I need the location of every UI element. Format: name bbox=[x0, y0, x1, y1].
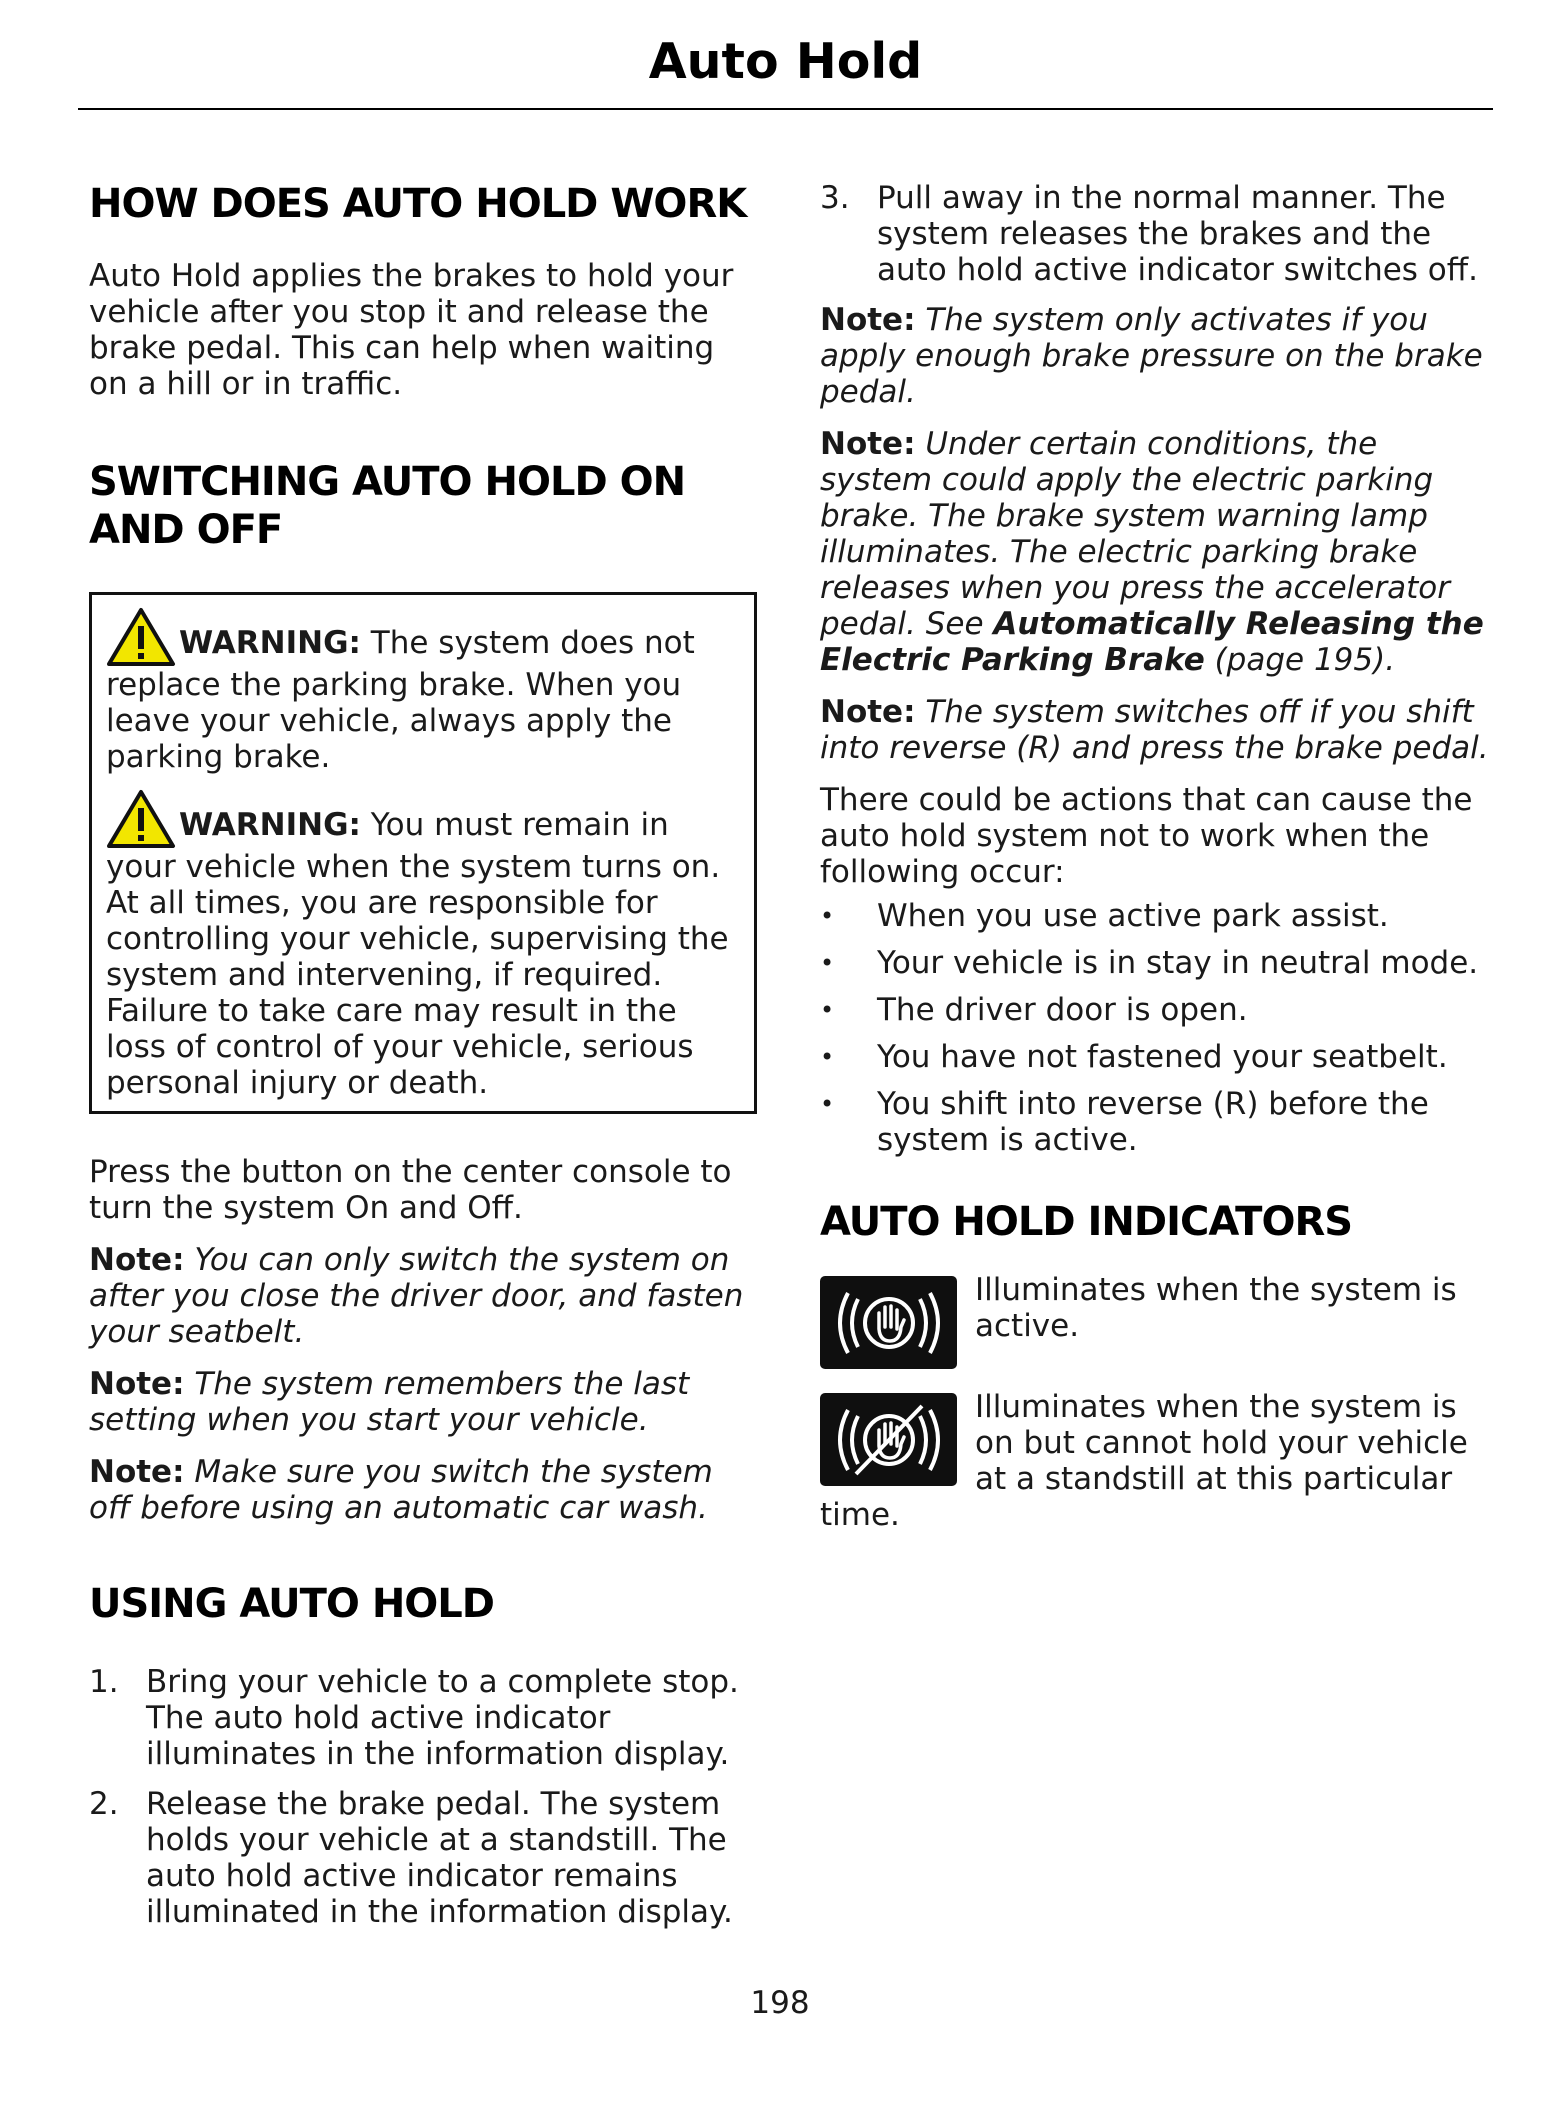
note-text: Under certain conditions, the system could apply the electric parking brake. The brake system warning lamp illuminates. The electric parking brake releases when you press the accelerator pedal. See bbox=[820, 426, 1450, 642]
header-divider bbox=[78, 108, 1493, 110]
note-text: The system switches off if you shift into reverse (R) and press the brake pedal. bbox=[820, 694, 1489, 766]
note bbox=[89, 1242, 757, 1350]
indicator-text: Illuminates when the system is active. bbox=[975, 1272, 1457, 1344]
note bbox=[820, 426, 1492, 678]
note-label: Note: bbox=[820, 694, 916, 730]
note-label: Note: bbox=[89, 1366, 185, 1402]
list-item bbox=[820, 992, 1492, 1028]
note-label: Note: bbox=[89, 1242, 185, 1278]
note-text: Make sure you switch the system off before using an automatic car wash. bbox=[89, 1454, 713, 1526]
warning-box bbox=[89, 592, 757, 1114]
bullet-icon: • bbox=[820, 949, 835, 977]
step-number: 3. bbox=[820, 180, 850, 216]
list-item bbox=[89, 1786, 757, 1930]
step-text: Release the brake pedal. The system holds your vehicle at a standstill. The auto hold active indicator remains illuminated in the information display. bbox=[146, 1786, 733, 1930]
note-label: Note: bbox=[89, 1454, 185, 1490]
warning-triangle-icon bbox=[106, 607, 176, 667]
list-item bbox=[820, 180, 1492, 288]
note-text: You can only switch the system on after you close the driver door, and fasten your seatbelt. bbox=[89, 1242, 744, 1350]
step-text: Bring your vehicle to a complete stop. The auto hold active indicator illuminates in the information display. bbox=[146, 1664, 739, 1772]
steps-list-continued bbox=[820, 180, 1492, 288]
conditions-list bbox=[820, 898, 1492, 1158]
page-number: 198 bbox=[750, 1985, 810, 2021]
bullet-text: Your vehicle is in stay in neutral mode. bbox=[877, 945, 1479, 981]
step-text: Pull away in the normal manner. The system releases the brakes and the auto hold active indicator switches off. bbox=[877, 180, 1478, 288]
note bbox=[89, 1366, 757, 1438]
step-number: 1. bbox=[89, 1664, 119, 1700]
bullet-text: You shift into reverse (R) before the system is active. bbox=[877, 1086, 1429, 1158]
list-item bbox=[820, 1039, 1492, 1075]
warning-text: The system does not replace the parking brake. When you leave your vehicle, always apply the parking brake. bbox=[106, 625, 695, 775]
warning-triangle-icon bbox=[106, 789, 176, 849]
bullet-icon: • bbox=[820, 1090, 835, 1118]
switch-heading: SWITCHING AUTO HOLD ON AND OFF bbox=[89, 459, 686, 553]
how-heading: HOW DOES AUTO HOLD WORK bbox=[89, 181, 747, 227]
steps-list bbox=[89, 1664, 757, 1930]
page-header bbox=[78, 26, 1493, 98]
bullet-text: When you use active park assist. bbox=[877, 898, 1389, 934]
actions-text: There could be actions that can cause the auto hold system not to work when the following occur: bbox=[820, 782, 1473, 890]
auto-hold-standby-icon bbox=[820, 1393, 957, 1486]
list-item bbox=[820, 945, 1492, 981]
indicators-heading: AUTO HOLD INDICATORS bbox=[820, 1199, 1353, 1245]
warning-label: WARNING: bbox=[179, 625, 361, 661]
indicator-active bbox=[820, 1272, 1492, 1375]
left-column bbox=[89, 180, 757, 1944]
using-heading: USING AUTO HOLD bbox=[89, 1581, 494, 1627]
note bbox=[820, 302, 1492, 410]
note-label: Note: bbox=[820, 426, 916, 462]
bullet-text: You have not fastened your seatbelt. bbox=[877, 1039, 1448, 1075]
note-label: Note: bbox=[820, 302, 916, 338]
step-number: 2. bbox=[89, 1786, 119, 1822]
page-title: Auto Hold bbox=[648, 33, 923, 90]
bullet-icon: • bbox=[820, 902, 835, 930]
indicator-standby bbox=[820, 1389, 1492, 1533]
warning-2 bbox=[106, 789, 741, 1101]
bullet-text: The driver door is open. bbox=[877, 992, 1248, 1028]
page-reference: (page 195). bbox=[1204, 642, 1396, 678]
note bbox=[820, 694, 1492, 766]
auto-hold-active-icon bbox=[820, 1276, 957, 1369]
note-text: The system only activates if you apply enough brake pressure on the brake pedal. bbox=[820, 302, 1483, 410]
list-item bbox=[820, 1086, 1492, 1158]
cross-reference-link[interactable]: Automatically Releasing the Electric Parking Brake bbox=[820, 606, 1484, 678]
press-text: Press the button on the center console to turn the system On and Off. bbox=[89, 1154, 732, 1226]
right-column bbox=[820, 180, 1492, 1547]
warning-label: WARNING: bbox=[179, 807, 361, 843]
warning-text: You must remain in your vehicle when the system turns on. At all times, you are responsible for controlling your vehicle, supervising the system and intervening, if required. Failure to take care may result in the loss of control of your vehicle, serious personal injury or death. bbox=[106, 807, 729, 1101]
warning-1 bbox=[106, 607, 741, 775]
note bbox=[89, 1454, 757, 1526]
bullet-icon: • bbox=[820, 996, 835, 1024]
list-item bbox=[89, 1664, 757, 1772]
how-text: Auto Hold applies the brakes to hold your vehicle after you stop it and release the brake pedal. This can help when waiting on a hill or in traffic. bbox=[89, 258, 734, 402]
indicator-text: Illuminates when the system is on but cannot hold your vehicle at a standstill at this particular time. bbox=[820, 1389, 1468, 1533]
note-text: The system remembers the last setting when you start your vehicle. bbox=[89, 1366, 690, 1438]
bullet-icon: • bbox=[820, 1043, 835, 1071]
list-item bbox=[820, 898, 1492, 934]
